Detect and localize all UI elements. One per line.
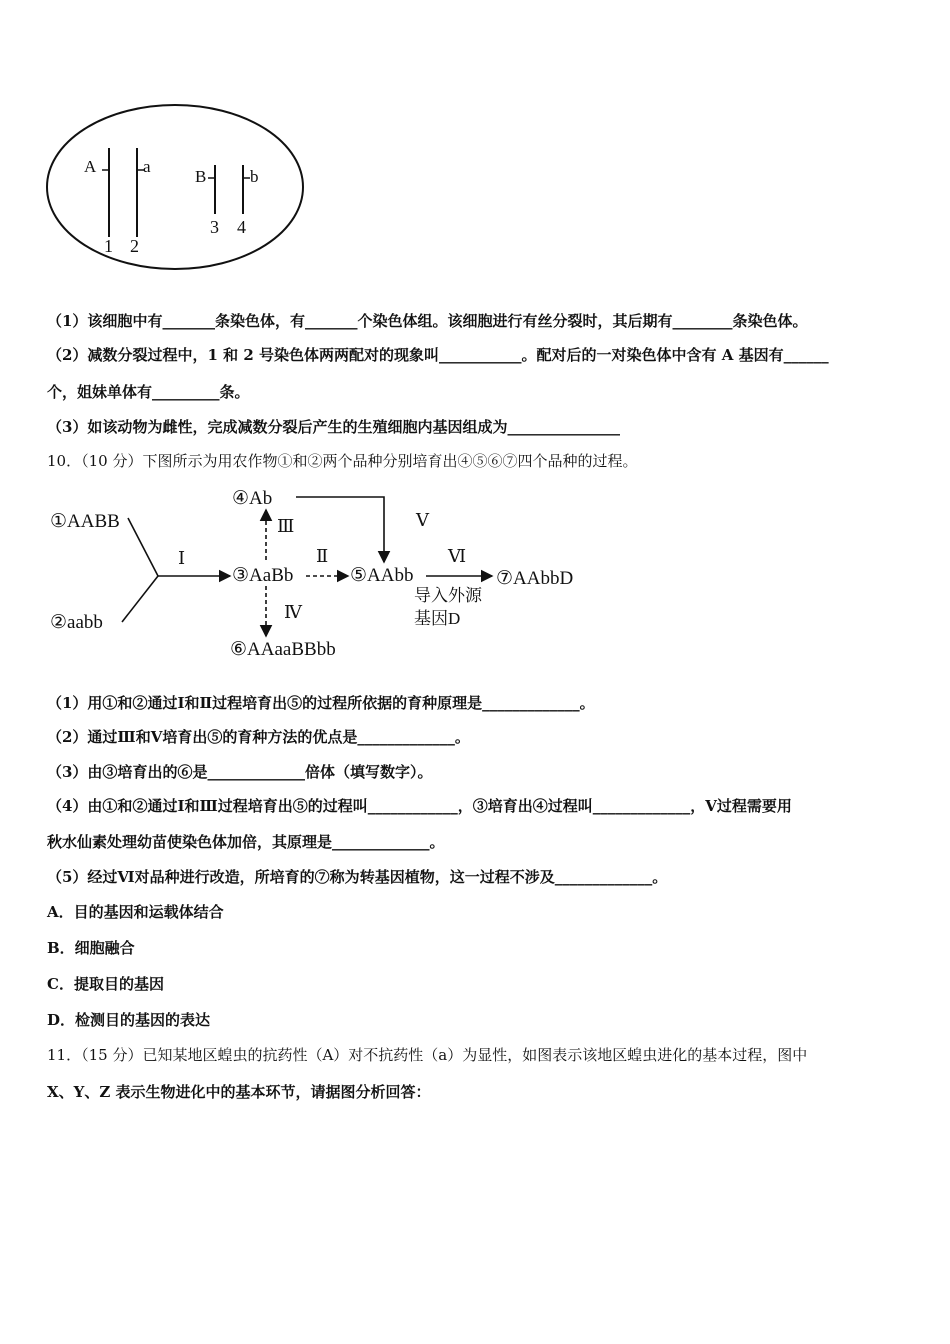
node-7-AAbbD: ⑦AAbbD	[496, 568, 574, 589]
step-VI: Ⅵ	[448, 546, 467, 566]
node-3-AaBb: ③AaBb	[232, 565, 294, 586]
q10-part3: （3）由③培育出的⑥是_____________倍体（填写数字）。	[47, 763, 433, 781]
label-b: b	[250, 167, 259, 186]
q10-part4-line1: （4）由①和②通过Ⅰ和Ⅲ过程培育出⑤的过程叫____________，③培育出④过程叫_____________，Ⅴ过程需要用	[47, 797, 792, 815]
arrow-V	[296, 497, 384, 562]
number-4: 4	[237, 217, 246, 237]
number-2: 2	[130, 236, 139, 256]
q10-part1: （1）用①和②通过Ⅰ和Ⅱ过程培育出⑤的过程所依据的育种原理是_____________。	[47, 694, 595, 712]
step-IV: Ⅳ	[284, 602, 302, 622]
q9-part2-line1: （2）减数分裂过程中，1 和 2 号染色体两两配对的现象叫___________。配对后的一对染色体中含有 A 基因有______	[47, 346, 829, 364]
q10-option-C: C．提取目的基因	[47, 975, 164, 993]
cell-outline	[47, 105, 303, 269]
step-II: Ⅱ	[316, 546, 329, 566]
node-6-AAaaBBbb: ⑥AAaaBBbb	[230, 639, 336, 660]
q10-option-A: A．目的基因和运载体结合	[47, 903, 224, 921]
q11-heading-line2: X、Y、Z 表示生物进化中的基本环节，请据图分析回答：	[47, 1083, 431, 1101]
q10-part4-line2: 秋水仙素处理幼苗使染色体加倍，其原理是_____________。	[47, 833, 445, 851]
step-III: Ⅲ	[277, 516, 295, 536]
node-4-Ab: ④Ab	[232, 488, 273, 509]
label-B: B	[195, 167, 207, 186]
q9-part1: （1）该细胞中有_______条染色体，有_______个染色体组。该细胞进行有丝分裂时，其后期有________条染色体。	[47, 312, 808, 330]
q9-part2-line2: 个，姐妹单体有_________条。	[47, 383, 250, 401]
step-I: Ⅰ	[178, 548, 186, 568]
note-import-gene-line1: 导入外源	[414, 586, 482, 605]
q10-option-B: B．细胞融合	[47, 939, 135, 957]
node-2-aabb: ②aabb	[50, 612, 103, 633]
q10-heading: 10．（10 分）下图所示为用农作物①和②两个品种分别培育出④⑤⑥⑦四个品种的过程。	[47, 452, 638, 470]
q10-part2: （2）通过Ⅲ和Ⅴ培育出⑤的育种方法的优点是_____________。	[47, 728, 470, 746]
node-1-AABB: ①AABB	[50, 511, 120, 532]
edge-2-merge	[122, 576, 158, 622]
q10-option-D: D．检测目的基因的表达	[47, 1011, 211, 1029]
q9-part3: （3）如该动物为雌性，完成减数分裂后产生的生殖细胞内基因组成为_______________	[47, 418, 620, 436]
breeding-diagram	[44, 482, 604, 662]
q11-heading: 11．（15 分）已知某地区蝗虫的抗药性（A）对不抗药性（a）为显性，如图表示该地区蝗虫进化的基本过程，图中	[47, 1046, 808, 1064]
step-V: Ⅴ	[416, 510, 429, 530]
label-A: A	[84, 157, 97, 176]
cell-diagram	[44, 100, 314, 285]
number-3: 3	[210, 217, 219, 237]
edge-1-merge	[128, 518, 158, 576]
number-1: 1	[104, 236, 113, 256]
label-a: a	[143, 157, 151, 176]
node-5-AAbb: ⑤AAbb	[350, 565, 414, 586]
q10-part5: （5）经过Ⅵ对品种进行改造，所培育的⑦称为转基因植物，这一过程不涉及_____________。	[47, 868, 668, 886]
note-import-gene-line2: 基因D	[414, 609, 461, 628]
